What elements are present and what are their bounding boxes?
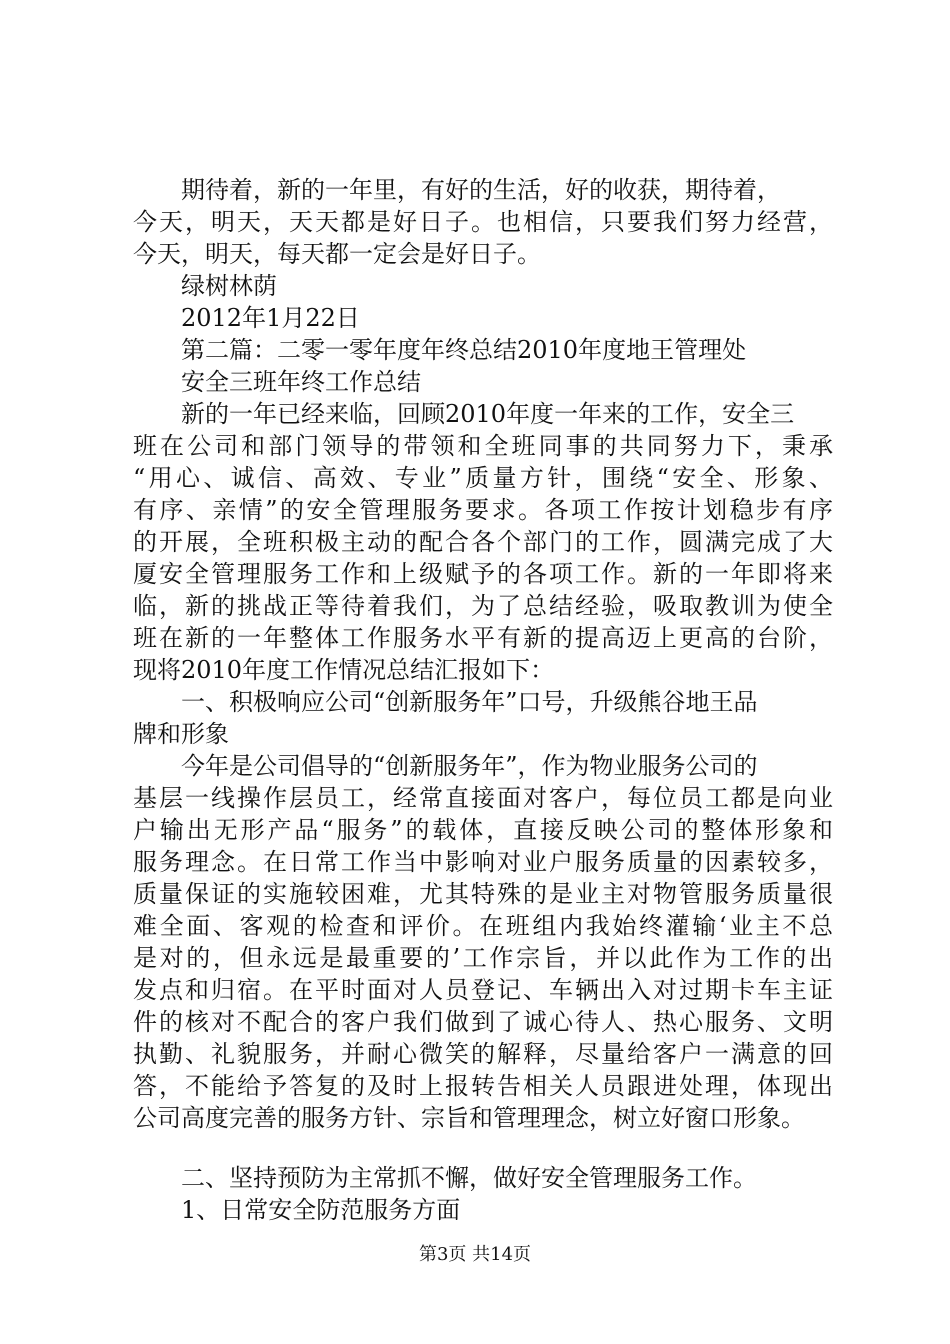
text-line: 班在新的一年整体工作服务水平有新的提高迈上更高的台阶， [133, 624, 833, 652]
text-line: 期待着，新的一年里，有好的生活，好的收获，期待着， [181, 176, 781, 204]
text-line: 班在公司和部门领导的带领和全班同事的共同努力下，秉承 [133, 432, 833, 460]
section-subtitle: 安全三班年终工作总结 [181, 368, 421, 396]
text-line: 基层一线操作层员工，经常直接面对客户，每位员工都是向业 [133, 784, 833, 812]
text-line: 公司高度完善的服务方针、宗旨和管理理念，树立好窗口形象。 [133, 1104, 805, 1132]
heading-line: 牌和形象 [133, 720, 229, 748]
page-footer: 第3页 共14页 [418, 1244, 532, 1265]
text-line: 质量保证的实施较困难，尤其特殊的是业主对物管服务质量很 [133, 880, 833, 908]
heading-line: 一、积极响应公司“创新服务年”口号，升级熊谷地王品 [181, 688, 758, 716]
text-line: 新的一年已经来临，回顾2010年度一年来的工作，安全三 [181, 400, 795, 428]
text-line: 发点和归宿。在平时面对人员登记、车辆出入对过期卡车主证 [133, 976, 833, 1004]
text-line: 件的核对不配合的客户我们做到了诚心待人、热心服务、文明 [133, 1008, 833, 1036]
text-line: 户输出无形产品“服务”的载体，直接反映公司的整体形象和 [133, 816, 833, 844]
signature-name: 绿树林荫 [181, 272, 277, 300]
text-line: 答，不能给予答复的及时上报转告相关人员跟进处理，体现出 [133, 1072, 833, 1100]
heading-line: 二、坚持预防为主常抓不懈，做好安全管理服务工作。 [181, 1164, 757, 1192]
text-line: 执勤、礼貌服务，并耐心微笑的解释，尽量给客户一满意的回 [133, 1040, 833, 1068]
text-line: “用心、诚信、高效、专业”质量方针，围绕“安全、形象、 [133, 464, 833, 492]
text-line: 是对的，但永远是最重要的’工作宗旨，并以此作为工作的出 [133, 944, 833, 972]
text-line: 今天，明天，每天都一定会是好日子。 [133, 240, 541, 268]
text-line: 现将2010年度工作情况总结汇报如下： [133, 656, 555, 684]
text-line: 厦安全管理服务工作和上级赋予的各项工作。新的一年即将来 [133, 560, 833, 588]
text-line: 有序、亲情”的安全管理服务要求。各项工作按计划稳步有序 [133, 496, 833, 524]
text-line: 难全面、客观的检查和评价。在班组内我始终灌输‘业主不总 [133, 912, 833, 940]
section-title: 第二篇：二零一零年度年终总结2010年度地王管理处 [181, 336, 747, 364]
signature-date: 2012年1月22日 [181, 304, 360, 332]
text-line: 的开展，全班积极主动的配合各个部门的工作，圆满完成了大 [133, 528, 833, 556]
subheading-line: 1、日常安全防范服务方面 [181, 1196, 461, 1224]
text-line: 今年是公司倡导的“创新服务年”，作为物业服务公司的 [181, 752, 758, 780]
text-line: 临，新的挑战正等待着我们，为了总结经验，吸取教训为使全 [133, 592, 833, 620]
text-line: 今天，明天，天天都是好日子。也相信，只要我们努力经营， [133, 208, 833, 236]
text-line: 服务理念。在日常工作当中影响对业户服务质量的因素较多， [133, 848, 833, 876]
